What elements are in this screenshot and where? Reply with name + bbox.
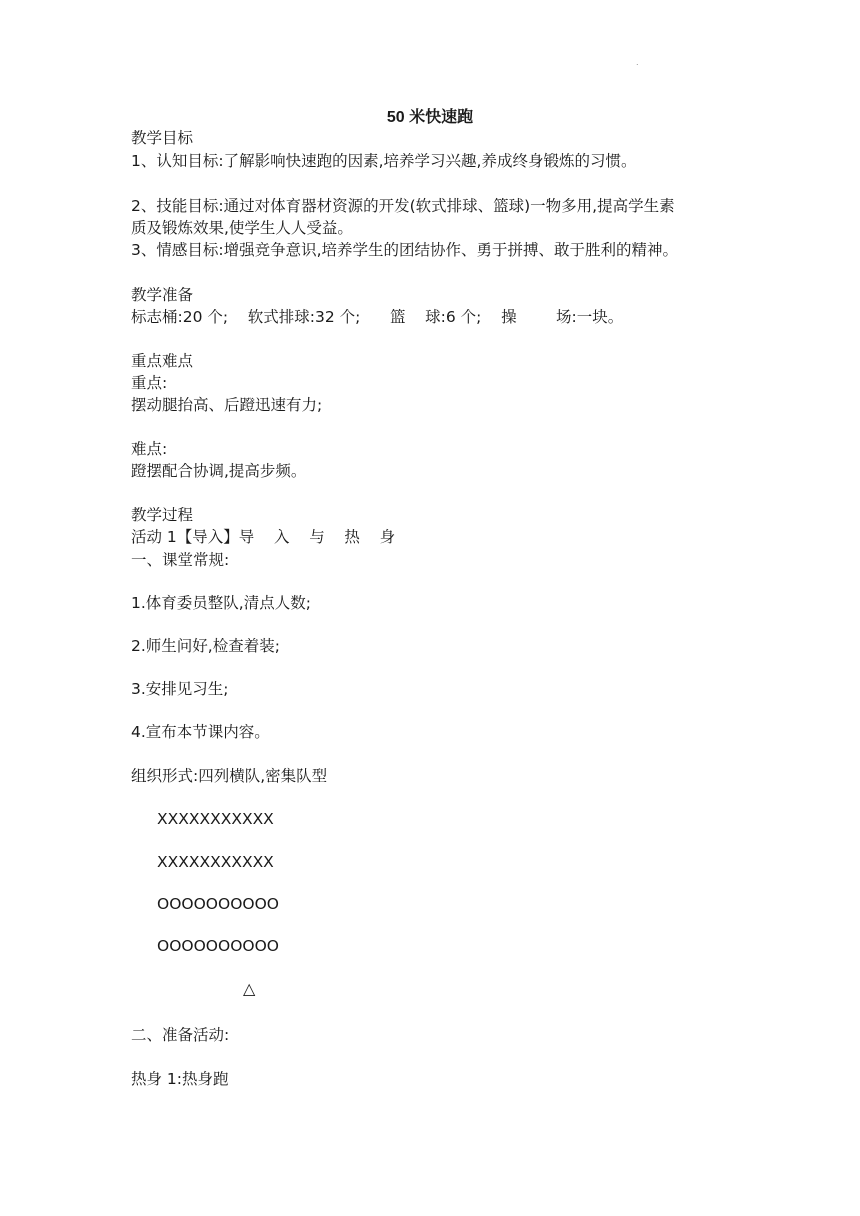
preparation-list: 标志桶:20 个; 软式排球:32 个; 篮 球:6 个; 操 场:一块。 (131, 308, 624, 326)
warmup-item-1: 热身 1:热身跑 (131, 1070, 229, 1088)
routine-step-3: 3.安排见习生; (131, 680, 229, 698)
formation-row-4: OOOOOOOOOO (157, 937, 280, 955)
objective-emotion: 3、情感目标:增强竞争意识,培养学生的团结协作、勇于拼搏、敢于胜利的精神。 (131, 241, 679, 259)
section-warmup: 二、准备活动: (131, 1026, 230, 1044)
key-points-heading: 重点难点 (131, 352, 194, 370)
routine-step-4: 4.宣布本节课内容。 (131, 723, 270, 741)
key-label: 重点: (131, 374, 168, 392)
preparation-heading: 教学准备 (131, 286, 194, 304)
routine-step-2: 2.师生问好,检查着装; (131, 637, 280, 655)
formation-row-1: XXXXXXXXXXX (157, 810, 274, 828)
activity-title: 活动 1【导入】导 入 与 热 身 (131, 528, 396, 546)
process-heading: 教学过程 (131, 506, 194, 524)
page-title: 50 米快速跑 (386, 109, 474, 126)
key-text: 摆动腿抬高、后蹬迅速有力; (131, 396, 323, 414)
objectives-heading: 教学目标 (131, 129, 194, 147)
objective-cognitive: 1、认知目标:了解影响快速跑的因素,培养学习兴趣,养成终身锻炼的习惯。 (131, 152, 637, 170)
teacher-position-icon: △ (243, 979, 256, 998)
objective-skill: 2、技能目标:通过对体育器材资源的开发(软式排球、篮球)一物多用,提高学生素 (131, 197, 675, 215)
formation-row-2: XXXXXXXXXXX (157, 853, 274, 871)
objective-skill-cont: 质及锻炼效果,使学生人人受益。 (131, 219, 353, 237)
difficulty-label: 难点: (131, 440, 168, 458)
section-routine: 一、课堂常规: (131, 551, 230, 569)
routine-step-1: 1.体育委员整队,清点人数; (131, 594, 311, 612)
formation-row-3: OOOOOOOOOO (157, 895, 280, 913)
page-marker: . (636, 58, 639, 67)
organization-form: 组织形式:四列横队,密集队型 (131, 767, 328, 785)
difficulty-text: 蹬摆配合协调,提高步频。 (131, 462, 307, 480)
